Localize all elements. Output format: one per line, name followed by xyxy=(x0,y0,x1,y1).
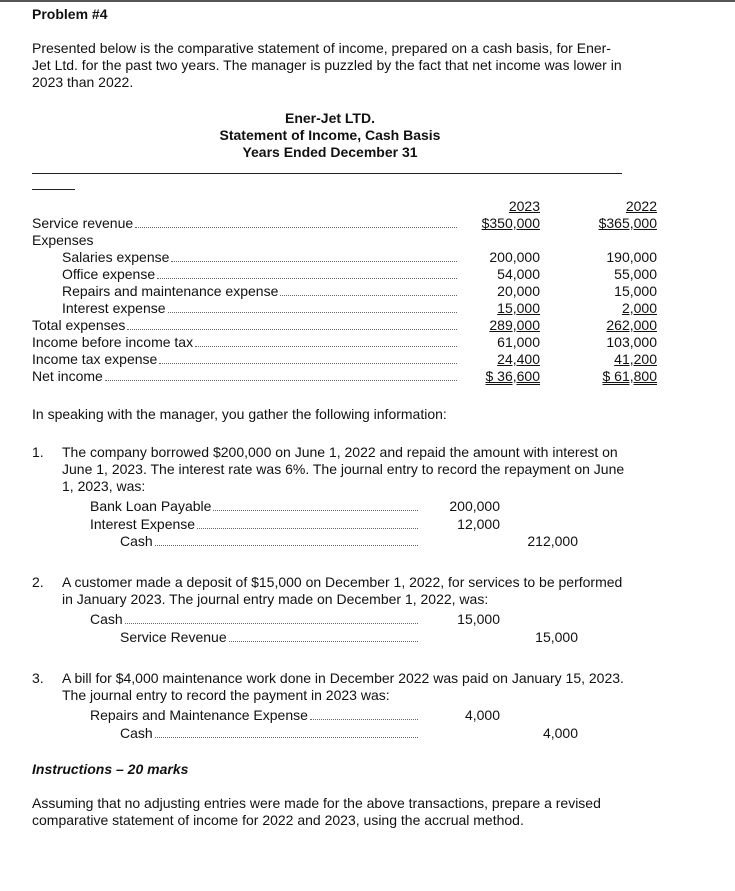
column-header-2022: 2022 xyxy=(625,198,657,214)
dot-leader xyxy=(213,510,418,511)
journal-entry-row xyxy=(120,629,418,646)
info-intro: In speaking with the manager, you gather the following information: xyxy=(32,406,447,422)
debit-amount: 4,000 xyxy=(464,707,500,723)
value-2022: 103,000 xyxy=(606,334,657,350)
credit-amount: 212,000 xyxy=(527,533,578,549)
row-label: Income before income tax xyxy=(32,334,194,350)
journal-entry-row xyxy=(90,707,418,724)
short-rule xyxy=(32,189,75,190)
statement-row xyxy=(32,317,457,334)
row-label: Income tax expense xyxy=(32,351,158,367)
statement-row xyxy=(62,283,457,300)
intro-paragraph: Presented below is the comparative statement of income, prepared on a cash basis, for Ener-Jet Ltd. for the past two years. The manager is puzzled by the fact that net income was lower in 2023 than 2022. xyxy=(32,40,622,90)
debit-amount: 200,000 xyxy=(449,498,500,514)
value-2022: 262,000 xyxy=(606,317,657,333)
statement-row xyxy=(62,249,457,266)
value-2023: 54,000 xyxy=(497,266,540,282)
dot-leader xyxy=(105,380,457,381)
statement-period: Years Ended December 31 xyxy=(242,144,418,160)
row-label: Office expense xyxy=(62,266,156,282)
item-number: 3. xyxy=(32,670,44,686)
value-2022: 41,200 xyxy=(614,351,657,367)
account-name: Bank Loan Payable xyxy=(90,498,212,514)
value-2022: 55,000 xyxy=(614,266,657,282)
row-label: Expenses xyxy=(32,232,94,248)
row-label: Total expenses xyxy=(32,317,126,333)
column-header-2023: 2023 xyxy=(508,198,540,214)
dot-leader xyxy=(135,227,457,228)
item-text: A customer made a deposit of $15,000 on December 1, 2022, for services to be performed in January 2023. The journal entry made on December 1, 2022, was: xyxy=(62,574,623,607)
statement-row xyxy=(62,266,457,283)
item-text: The company borrowed $200,000 on June 1, 2022 and repaid the amount with interest on June 1, 2023. The interest rate was 6%. The journal entry to record the repayment on June 1, 2023, was: xyxy=(62,444,625,494)
value-2022: $ 61,800 xyxy=(602,368,657,384)
statement-row xyxy=(32,368,457,385)
account-name: Repairs and Maintenance Expense xyxy=(90,707,308,723)
row-label: Service revenue xyxy=(32,215,134,231)
credit-amount: 4,000 xyxy=(542,724,578,741)
dot-leader xyxy=(195,346,457,347)
dot-leader xyxy=(159,363,457,364)
account-name: Cash xyxy=(120,533,153,549)
item-text: A bill for $4,000 maintenance work done in December 2022 was paid on January 15, 2023. The journal entry to record the payment in 2023 was: xyxy=(62,670,624,703)
dot-leader xyxy=(127,329,457,330)
row-label: Net income xyxy=(32,368,103,384)
row-label: Repairs and maintenance expense xyxy=(62,283,279,299)
credit-amount: 15,000 xyxy=(535,628,578,645)
statement-row xyxy=(32,232,457,249)
dot-leader xyxy=(168,312,457,313)
dot-leader xyxy=(229,641,418,642)
dot-leader xyxy=(197,528,418,529)
instructions-title: Instructions – 20 marks xyxy=(32,761,189,777)
statement-title: Statement of Income, Cash Basis xyxy=(219,127,441,143)
row-label: Interest expense xyxy=(62,300,166,316)
statement-row xyxy=(32,215,457,232)
value-2023: $ 36,600 xyxy=(485,368,540,384)
item-number: 1. xyxy=(32,444,44,460)
value-2023: 15,000 xyxy=(497,300,540,316)
statement-row xyxy=(32,351,457,368)
statement-company: Ener-Jet LTD. xyxy=(285,110,375,126)
divider-rule xyxy=(32,173,622,174)
account-name: Cash xyxy=(120,724,153,741)
value-2023: 20,000 xyxy=(497,283,540,299)
account-name: Cash xyxy=(90,611,123,627)
statement-row xyxy=(32,334,457,351)
value-2023: 24,400 xyxy=(497,351,540,367)
value-2023: 200,000 xyxy=(489,249,540,265)
journal-entry-row xyxy=(90,498,418,515)
value-2023: 289,000 xyxy=(489,317,540,333)
dot-leader xyxy=(171,261,457,262)
journal-entry-row xyxy=(90,611,418,628)
debit-amount: 12,000 xyxy=(457,515,500,532)
dot-leader xyxy=(125,623,418,624)
statement-row xyxy=(62,300,457,317)
debit-amount: 15,000 xyxy=(457,611,500,627)
account-name: Interest Expense xyxy=(90,515,196,532)
dot-leader xyxy=(157,278,457,279)
top-border xyxy=(0,0,735,2)
account-name: Service Revenue xyxy=(120,628,227,645)
dot-leader xyxy=(310,719,418,720)
journal-entry-row xyxy=(120,725,418,742)
problem-title: Problem #4 xyxy=(32,6,108,22)
value-2022: 190,000 xyxy=(606,249,657,265)
value-2022: 15,000 xyxy=(614,283,657,299)
value-2023: 61,000 xyxy=(497,334,540,350)
value-2023: $350,000 xyxy=(481,215,540,231)
dot-leader xyxy=(280,295,457,296)
value-2022: $365,000 xyxy=(598,215,657,231)
row-label: Salaries expense xyxy=(62,249,170,265)
journal-entry-row xyxy=(120,533,418,550)
journal-entry-row xyxy=(90,516,418,533)
instructions-text: Assuming that no adjusting entries were made for the above transactions, prepare a revised comparative statement of income for 2022 and 2023, using the accrual method. xyxy=(32,795,601,828)
item-number: 2. xyxy=(32,574,44,590)
value-2022: 2,000 xyxy=(621,300,657,316)
dot-leader xyxy=(155,737,418,738)
dot-leader xyxy=(155,545,418,546)
